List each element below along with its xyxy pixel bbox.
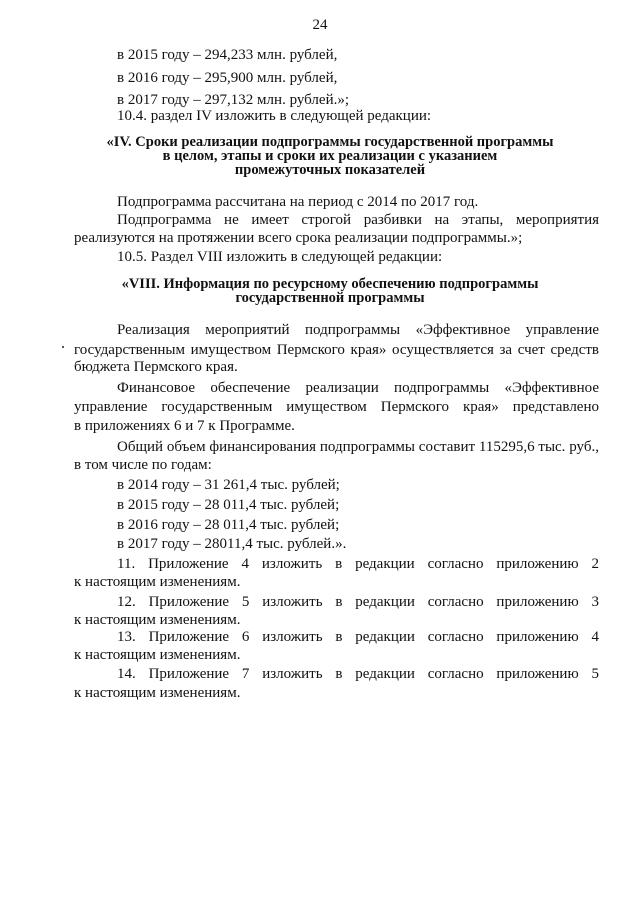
section-viii-paragraph-1-line-3: бюджета Пермского края. <box>74 359 238 375</box>
section-iv-paragraph-2-line-2: реализуются на протяжении всего срока реализации подпрограммы.»; <box>74 230 523 246</box>
budget-line-2017: в 2017 году – 297,132 млн. рублей.»; <box>117 92 350 108</box>
section-iv-heading-line-1: «IV. Сроки реализации подпрограммы государственной программы <box>106 134 554 150</box>
section-viii-paragraph-3-line-1: Общий объем финансирования подпрограммы составит 115295,6 тыс. руб., <box>117 439 599 455</box>
section-viii-heading-line-1: «VIII. Информация по ресурсному обеспечению подпрограммы <box>121 276 539 292</box>
section-viii-paragraph-2-line-1: Финансовое обеспечение реализации подпрограммы «Эффективное <box>117 380 599 396</box>
item-13-line-2: к настоящим изменениям. <box>74 647 241 663</box>
item-14-line-1: 14. Приложение 7 изложить в редакции согласно приложению 5 <box>117 666 599 682</box>
funding-line-2014: в 2014 году – 31 261,4 тыс. рублей; <box>117 477 340 493</box>
section-viii-paragraph-1-line-1: Реализация мероприятий подпрограммы «Эффективное управление <box>117 322 599 338</box>
item-11-line-1: 11. Приложение 4 изложить в редакции согласно приложению 2 <box>117 556 599 572</box>
item-10-4: 10.4. раздел IV изложить в следующей редакции: <box>117 108 432 124</box>
funding-line-2016: в 2016 году – 28 011,4 тыс. рублей; <box>117 517 340 533</box>
item-12-line-1: 12. Приложение 5 изложить в редакции согласно приложению 3 <box>117 594 599 610</box>
item-13-line-1: 13. Приложение 6 изложить в редакции согласно приложению 4 <box>117 629 599 645</box>
section-viii-paragraph-1-line-2: государственным имуществом Пермского края» осуществляется за счет средств <box>74 342 599 358</box>
section-iv-paragraph-2-line-1: Подпрограмма не имеет строгой разбивки на этапы, мероприятия <box>117 212 599 228</box>
funding-line-2015: в 2015 году – 28 011,4 тыс. рублей; <box>117 497 340 513</box>
section-viii-paragraph-2-line-3: в приложениях 6 и 7 к Программе. <box>74 418 295 434</box>
item-12-line-2: к настоящим изменениям. <box>74 612 241 628</box>
item-14-line-2: к настоящим изменениям. <box>74 685 241 701</box>
section-iv-paragraph-1: Подпрограмма рассчитана на период с 2014 по 2017 год. <box>117 194 479 210</box>
budget-line-2016: в 2016 году – 295,900 млн. рублей, <box>117 70 338 86</box>
page-number: 24 <box>312 17 328 33</box>
section-viii-heading-line-2: государственной программы <box>235 290 425 306</box>
section-viii-paragraph-2-line-2: управление государственным имуществом Пермского края» представлено <box>74 399 599 415</box>
scan-speck <box>62 346 64 348</box>
section-iv-heading-line-2: в целом, этапы и сроки их реализации с указанием <box>162 148 498 164</box>
funding-line-2017: в 2017 году – 28011,4 тыс. рублей.». <box>117 536 347 552</box>
section-viii-paragraph-3-line-2: в том числе по годам: <box>74 457 212 473</box>
item-10-5: 10.5. Раздел VIII изложить в следующей редакции: <box>117 249 443 265</box>
budget-line-2015: в 2015 году – 294,233 млн. рублей, <box>117 47 338 63</box>
section-iv-heading-line-3: промежуточных показателей <box>234 162 426 178</box>
item-11-line-2: к настоящим изменениям. <box>74 574 241 590</box>
